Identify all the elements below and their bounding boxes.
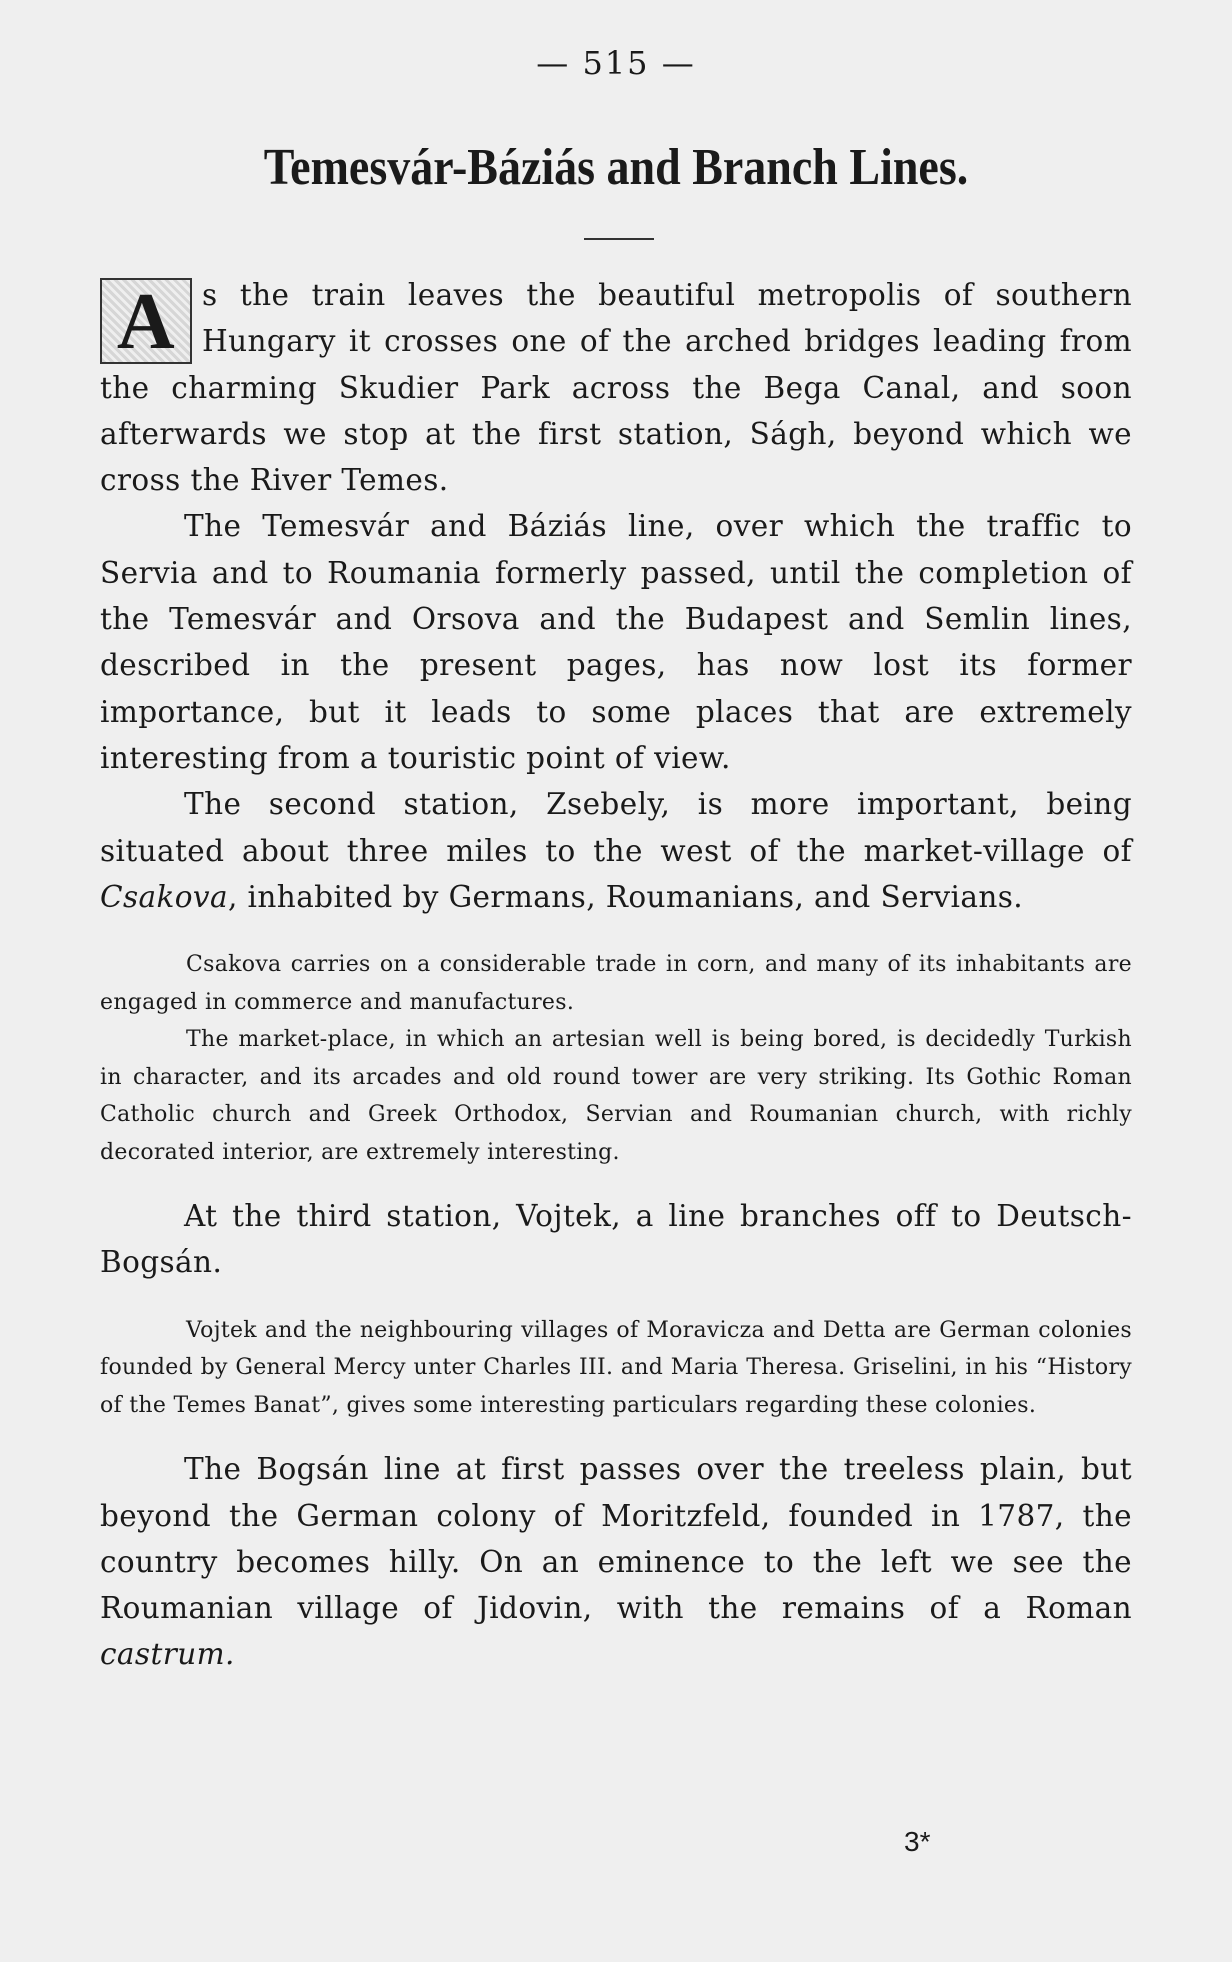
paragraph-3-italic: Csakova bbox=[100, 879, 228, 914]
paragraph-4: At the third station, Vojtek, a line branches off to Deutsch-Bogsán. bbox=[100, 1199, 1132, 1280]
paragraph-1-text: s the train leaves the beautiful metropolis of southern Hungary it crosses one of the arched bridges leading from the charming Skudier Park across the Bega Canal, and soon afterwards we stop at the first station, Ságh, beyond which we cross the River Temes. bbox=[100, 278, 1132, 498]
paragraph-3 bbox=[100, 781, 1132, 920]
page-number: — 515 — bbox=[536, 44, 696, 82]
dropcap-letter: A bbox=[100, 278, 192, 364]
small-paragraph-2: The market-place, in which an artesian well is being bored, is decidedly Turkish in character, and its arcades and old round tower are very striking. Its Gothic Roman Catholic church and Greek Orthodox, Servian and Roumanian church, with richly decorated interior, are extremely interesting. bbox=[100, 1027, 1132, 1165]
paragraph-5-italic: castrum. bbox=[100, 1637, 235, 1672]
page-title: Temesvár-Báziás and Branch Lines. bbox=[263, 137, 969, 196]
small-paragraph-3: Vojtek and the neighbouring villages of Moravicza and Detta are German colonies founded by General Mercy unter Charles III. and Maria Theresa. Griselini, in his “History of the Temes Banat”, gives some interesting particulars regarding these colonies. bbox=[100, 1317, 1132, 1418]
paragraph-5 bbox=[100, 1446, 1132, 1677]
paragraph-3-start: The second station, Zsebely, is more important, being situated about three miles to the west of the market-village of bbox=[100, 787, 1132, 868]
title-divider bbox=[584, 238, 654, 240]
small-paragraph-1: Csakova carries on a considerable trade in corn, and many of its inhabitants are engaged in commerce and manufactures. bbox=[100, 952, 1132, 1015]
paragraph-1 bbox=[100, 272, 1132, 503]
paragraph-2: The Temesvár and Báziás line, over which the traffic to Servia and to Roumania formerly passed, until the completion of the Temesvár and Orsova and the Budapest and Semlin lines, described in the present pages, has now lost its former importance, but it leads to some places that are extremely interesting from a touristic point of view. bbox=[100, 509, 1132, 775]
paragraph-3-end: , inhabited by Germans, Roumanians, and Servians. bbox=[228, 879, 1024, 914]
body-text bbox=[100, 272, 1132, 1678]
signature-mark: 3* bbox=[904, 1826, 931, 1857]
paragraph-5-start: The Bogsán line at first passes over the treeless plain, but beyond the German colony of Moritzfeld, founded in 1787, the country becomes hilly. On an eminence to the left we see the Roumanian village of Jidovin, with the remains of a Roman bbox=[100, 1452, 1132, 1626]
